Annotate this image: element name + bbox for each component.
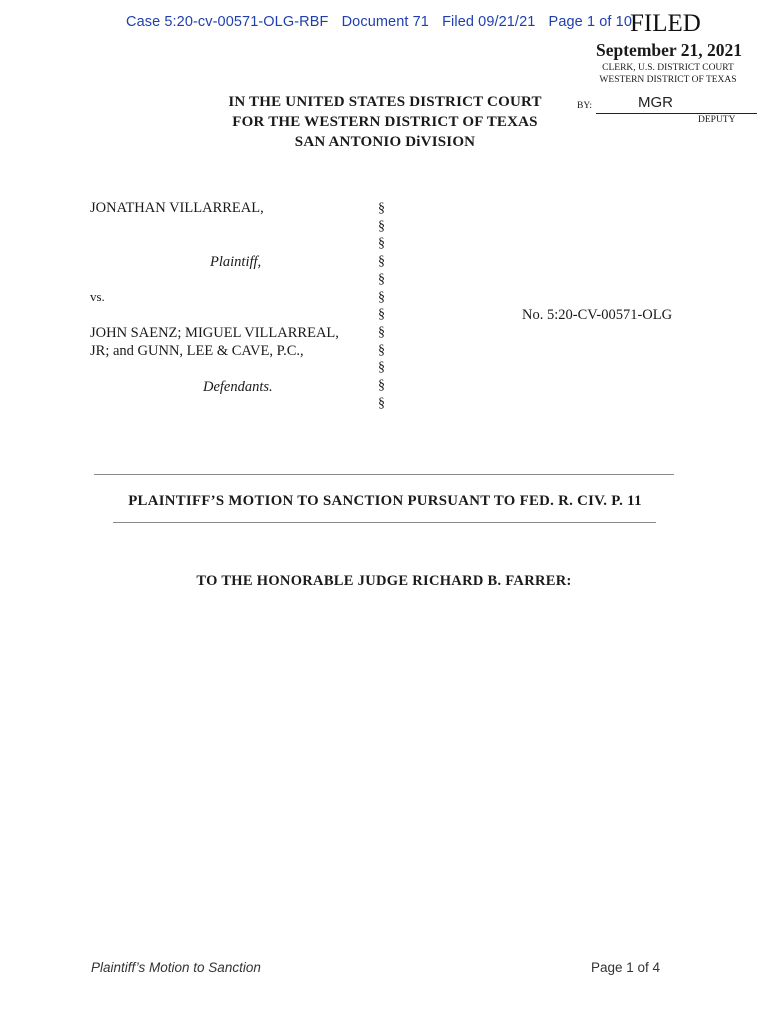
filed-stamp-deputy-label: DEPUTY: [698, 115, 736, 125]
ecf-filed-date: Filed 09/21/21: [442, 14, 536, 30]
filed-stamp-clerk: CLERK, U.S. DISTRICT COURT: [602, 63, 734, 73]
versus-label: vs.: [90, 289, 105, 304]
case-number: No. 5:20-CV-00571-OLG: [522, 307, 673, 323]
title-top-rule: [94, 474, 674, 475]
footer-page-number: Page 1 of 4: [591, 960, 661, 975]
section-mark: §: [378, 218, 385, 234]
section-mark: §: [378, 254, 385, 270]
footer-document-name: Plaintiff’s Motion to Sanction: [91, 960, 261, 975]
defendants-line2: JR; and GUNN, LEE & CAVE, P.C.,: [90, 343, 304, 359]
ecf-case-number: Case 5:20-cv-00571-OLG-RBF: [126, 14, 329, 30]
court-heading-line2: FOR THE WESTERN DISTRICT OF TEXAS: [232, 114, 538, 130]
section-mark: §: [378, 236, 385, 252]
defendants-line1: JOHN SAENZ; MIGUEL VILLARREAL,: [90, 325, 339, 341]
section-mark-column: [378, 200, 385, 412]
ecf-document-number: Document 71: [341, 14, 429, 30]
court-heading-line3: SAN ANTONIO DiVISION: [294, 134, 476, 150]
filed-stamp-initials: MGR: [638, 94, 673, 111]
section-mark: §: [378, 360, 385, 376]
section-mark: §: [378, 342, 385, 358]
ecf-header: [126, 14, 641, 30]
section-mark: §: [378, 307, 385, 323]
ecf-page-count: Page 1 of 10: [548, 14, 632, 30]
filed-stamp-date: September 21, 2021: [596, 40, 742, 60]
plaintiff-role: Plaintiff,: [210, 254, 262, 270]
motion-title: PLAINTIFF’S MOTION TO SANCTION PURSUANT TO FED. R. CIV. P. 11: [128, 493, 642, 509]
defendants-role: Defendants.: [203, 379, 273, 395]
plaintiff-name: JONATHAN VILLARREAL,: [90, 200, 264, 216]
filed-stamp-signature-line: [596, 113, 757, 114]
title-bottom-rule: [113, 522, 656, 523]
section-mark: §: [378, 395, 385, 411]
filed-stamp-district: WESTERN DISTRICT OF TEXAS: [599, 75, 737, 85]
section-mark: §: [378, 324, 385, 340]
section-mark: §: [378, 378, 385, 394]
section-mark: §: [378, 201, 385, 216]
court-heading-line1: IN THE UNITED STATES DISTRICT COURT: [228, 94, 542, 110]
filed-stamp-by-label: BY:: [577, 101, 592, 111]
section-mark: §: [378, 289, 385, 305]
salutation: TO THE HONORABLE JUDGE RICHARD B. FARRER:: [196, 573, 572, 589]
filed-stamp-label: FILED: [630, 10, 701, 37]
section-mark: §: [378, 271, 385, 287]
